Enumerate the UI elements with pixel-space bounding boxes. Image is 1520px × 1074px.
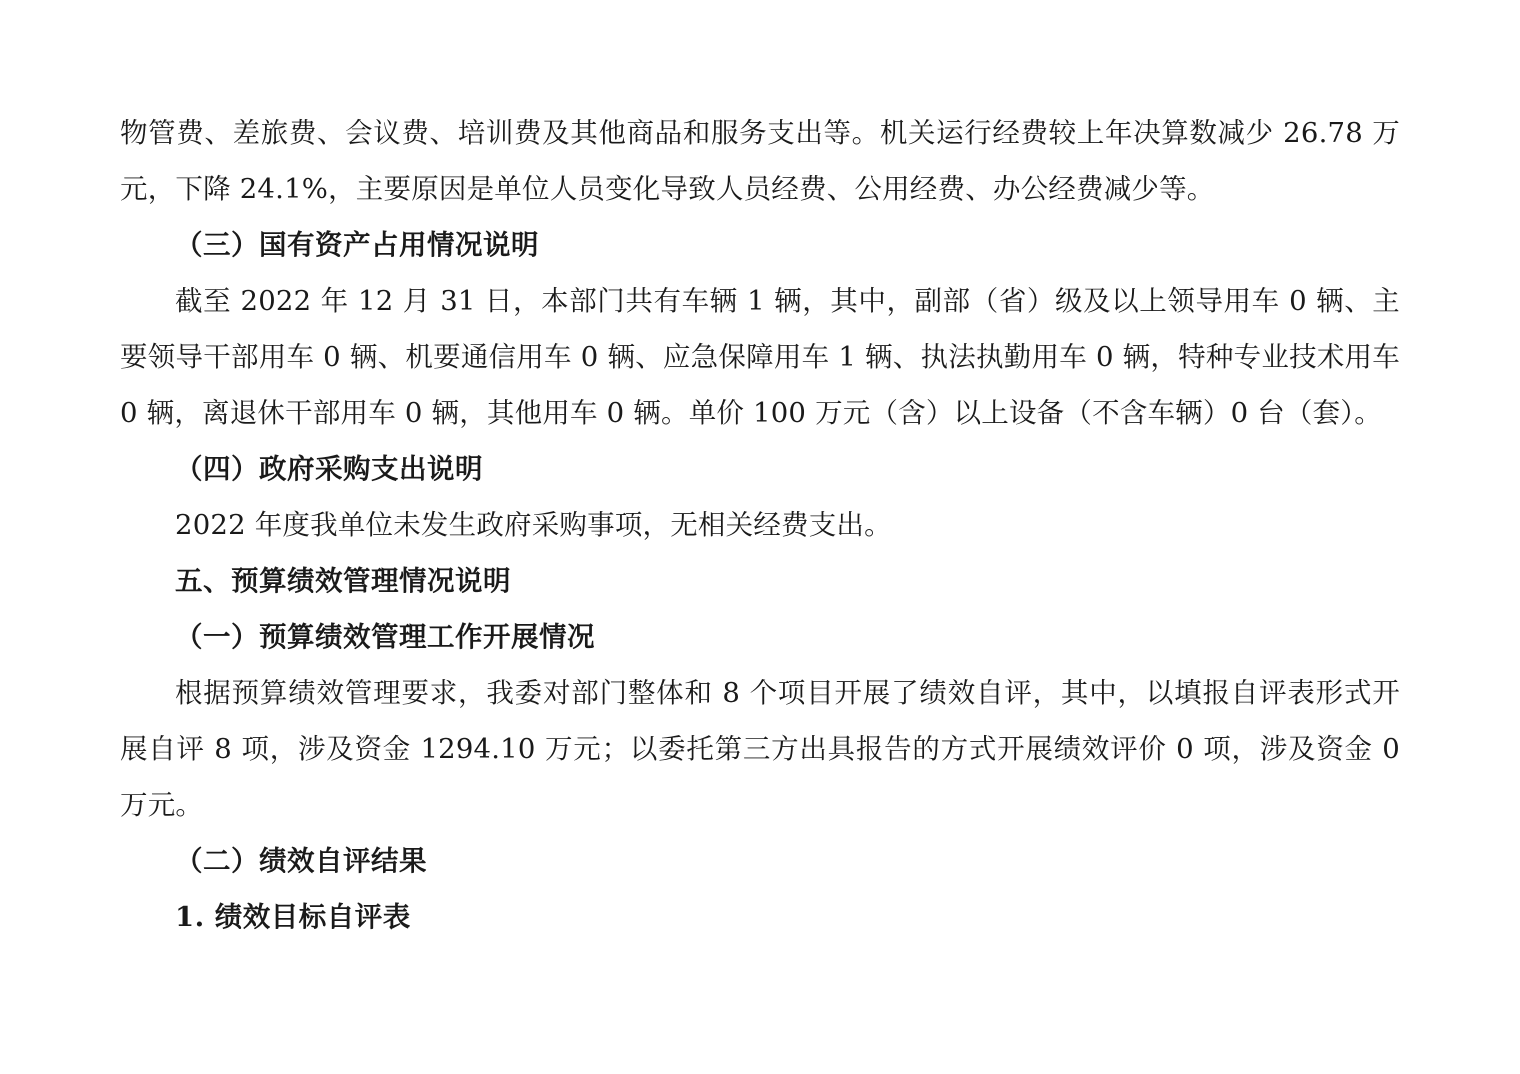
heading-performance-work: （一）预算绩效管理工作开展情况 bbox=[175, 621, 595, 653]
paragraph-state-assets: 截至 2022 年 12 月 31 日，本部门共有车辆 1 辆，其中，副部（省）级及以上领导用车 0 辆、主要领导干部用车 0 辆、机要通信用车 0 辆、应急保障用车 1 辆、执法执勤用车 0 辆，特种专业技术用车 0 辆，离退休干部用车 0 辆，其他用车 0 辆。单价 100 万元（含）以上设备（不含车辆）0 台（套）。 bbox=[120, 285, 1400, 429]
heading-government-procurement: （四）政府采购支出说明 bbox=[175, 453, 483, 485]
paragraph-continuation: 物管费、差旅费、会议费、培训费及其他商品和服务支出等。机关运行经费较上年决算数减少 26.78 万元，下降 24.1%，主要原因是单位人员变化导致人员经费、公用经费、办公经费减少等。 bbox=[120, 117, 1400, 205]
heading-self-evaluation-table: 1. 绩效目标自评表 bbox=[175, 901, 411, 933]
paragraph-government-procurement: 2022 年度我单位未发生政府采购事项，无相关经费支出。 bbox=[175, 509, 892, 541]
heading-section-five: 五、预算绩效管理情况说明 bbox=[175, 565, 511, 597]
paragraph-performance-work: 根据预算绩效管理要求，我委对部门整体和 8 个项目开展了绩效自评，其中，以填报自评表形式开展自评 8 项，涉及资金 1294.10 万元；以委托第三方出具报告的方式开展绩效评价 0 项，涉及资金 0 万元。 bbox=[120, 677, 1400, 821]
heading-self-evaluation-result: （二）绩效自评结果 bbox=[175, 845, 427, 877]
heading-state-assets: （三）国有资产占用情况说明 bbox=[175, 229, 539, 261]
